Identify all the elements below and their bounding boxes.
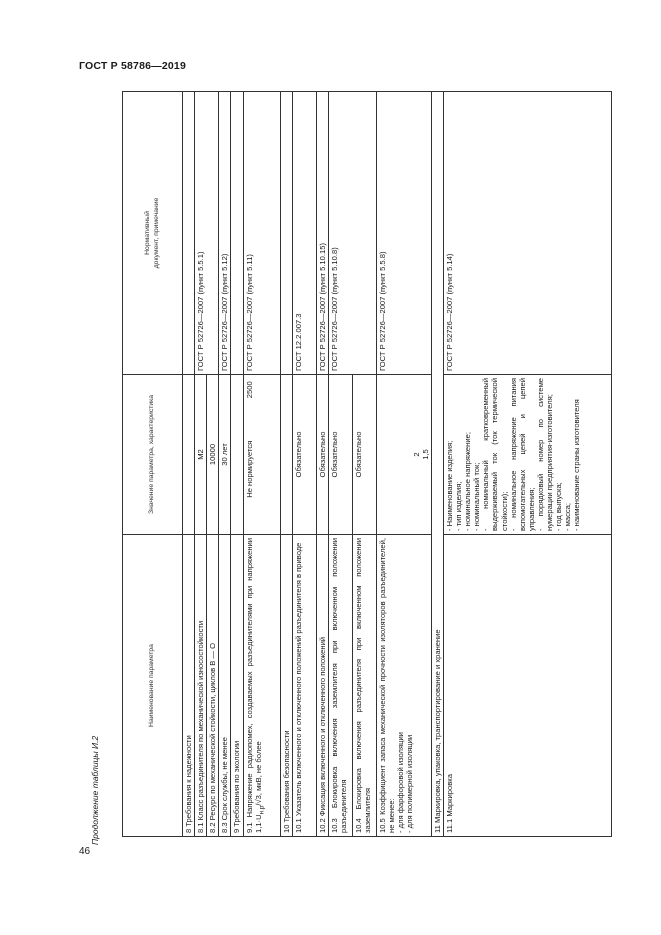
- cell-norm: ГОСТ Р 52726—2007 (пункт 5.5.8): [376, 91, 431, 374]
- col-header-param: Наименование параметра: [123, 535, 183, 837]
- cell-value: [280, 374, 292, 534]
- value-porcelain: 2: [411, 452, 421, 457]
- cell-param: 8 Требования к надежности: [183, 535, 195, 837]
- cell-param: [243, 535, 280, 837]
- cell-param: 10.5 Коэффициент запаса механической прочности изоляторов разъединителей, не менее: - для фарфоровой изоляции - для полимерной изоляции: [376, 535, 431, 837]
- cell-norm: [231, 91, 243, 374]
- cell-value: М2: [195, 374, 207, 534]
- col-header-value: Значение параметра, характеристика: [123, 374, 183, 534]
- table-row-8-3: [219, 91, 231, 836]
- cell-value: [376, 374, 431, 534]
- cell-param: 10.4 Блокировка включения разъединителя при включенном положении заземлителя: [352, 535, 376, 837]
- cell-value: 30 лет: [219, 374, 231, 534]
- cell-value: Обязательно: [352, 374, 376, 534]
- table-row-9-1: [243, 91, 280, 836]
- col-header-norm: Нормативный документ, примечание: [123, 91, 183, 374]
- table-row-10-2: [316, 91, 328, 836]
- cell-param: 10.2 Фиксация включенного и отключенного положений: [316, 535, 328, 837]
- table-row-11: [431, 91, 443, 836]
- cell-param: 8.2 Ресурс по механической стойкости, циклов В — О: [207, 535, 219, 837]
- table-row-8-1: [195, 91, 207, 836]
- cell-norm: ГОСТ Р 52726—2007 (пункт 5.14): [443, 91, 611, 374]
- table-caption: Продолжение таблицы И.2: [90, 735, 100, 845]
- cell-param: 8.1 Класс разъединителя по механической износостойкости: [195, 535, 207, 837]
- page-number: 46: [79, 846, 91, 857]
- cell-param: 9 Требования по экологии: [231, 535, 243, 837]
- cell-norm: ГОСТ Р 52726—2007 (пункт 5.12): [219, 91, 231, 374]
- cell-norm: [183, 91, 195, 374]
- parameters-table: [122, 91, 612, 837]
- table-row-10-5: [376, 91, 431, 836]
- cell-norm: [280, 91, 292, 374]
- cell-norm: ГОСТ 12.2.007.3: [292, 91, 316, 374]
- document-header: ГОСТ Р 58786—2019: [79, 60, 187, 72]
- cell-param: 10.3 Блокировка включения заземлителя при включенном положении разъединителя: [328, 535, 352, 837]
- cell-value: - Наименование изделия; - тип изделия; - номинальное напряжение; - номинальный ток; - номинальный кратковременный выдерживаемый ток (ток термической стойкости); - номинальное напряжение питания вспомогательных цепей и цепей управления; - порядковый номер по системе нумерации предприятия-изготовителя; - год выпуска; - масса; - наименование страны изготовителя: [443, 374, 611, 534]
- cell-value: 10000: [207, 374, 219, 534]
- cell-param: 11.1 Маркировка: [443, 535, 611, 837]
- table-row-10-3: [328, 91, 352, 836]
- table-row-11-1: [443, 91, 611, 836]
- cell-param: 11 Маркировка, упаковка, транспортирование и хранение: [431, 91, 443, 836]
- cell-value-b: 2500: [243, 374, 280, 404]
- param-subscript: н.р: [258, 805, 266, 815]
- cell-norm: ГОСТ Р 52726—2007 (пункт 5.10.15): [316, 91, 328, 374]
- cell-norm: ГОСТ Р 52726—2007 (пункт 5.10.8): [328, 91, 376, 374]
- cell-value: [231, 374, 243, 534]
- table-header-row: [123, 91, 183, 836]
- cell-param: 10 Требования безопасности: [280, 535, 292, 837]
- table-row-9: [231, 91, 243, 836]
- cell-norm: ГОСТ Р 52726—2007 (пункт 5.11): [243, 91, 280, 374]
- table-row-10: [280, 91, 292, 836]
- cell-value: [183, 374, 195, 534]
- table-row-8: [183, 91, 195, 836]
- param-text-a: 9.1 Напряжение радиопомех, создаваемых разъединителями при напряжении 1,1·U: [244, 538, 263, 833]
- table-row-10-1: [292, 91, 316, 836]
- cell-value-a: Не нормируется: [243, 405, 280, 535]
- cell-norm: ГОСТ Р 52726—2007 (пункт 5.5.1): [195, 91, 219, 374]
- cell-value: Обязательно: [328, 374, 352, 534]
- value-polymer: 1,5: [420, 449, 430, 460]
- cell-value: Обязательно: [316, 374, 328, 534]
- cell-value: Обязательно: [292, 374, 316, 534]
- rotated-table-wrapper: [122, 92, 612, 837]
- cell-param: 10.1 Указатель включенного и отключенного положений разъединителя в приводе: [292, 535, 316, 837]
- param-text-b: /√3, мкВ, не более: [253, 741, 263, 806]
- cell-param: 8.3 Срок службы, не менее: [219, 535, 231, 837]
